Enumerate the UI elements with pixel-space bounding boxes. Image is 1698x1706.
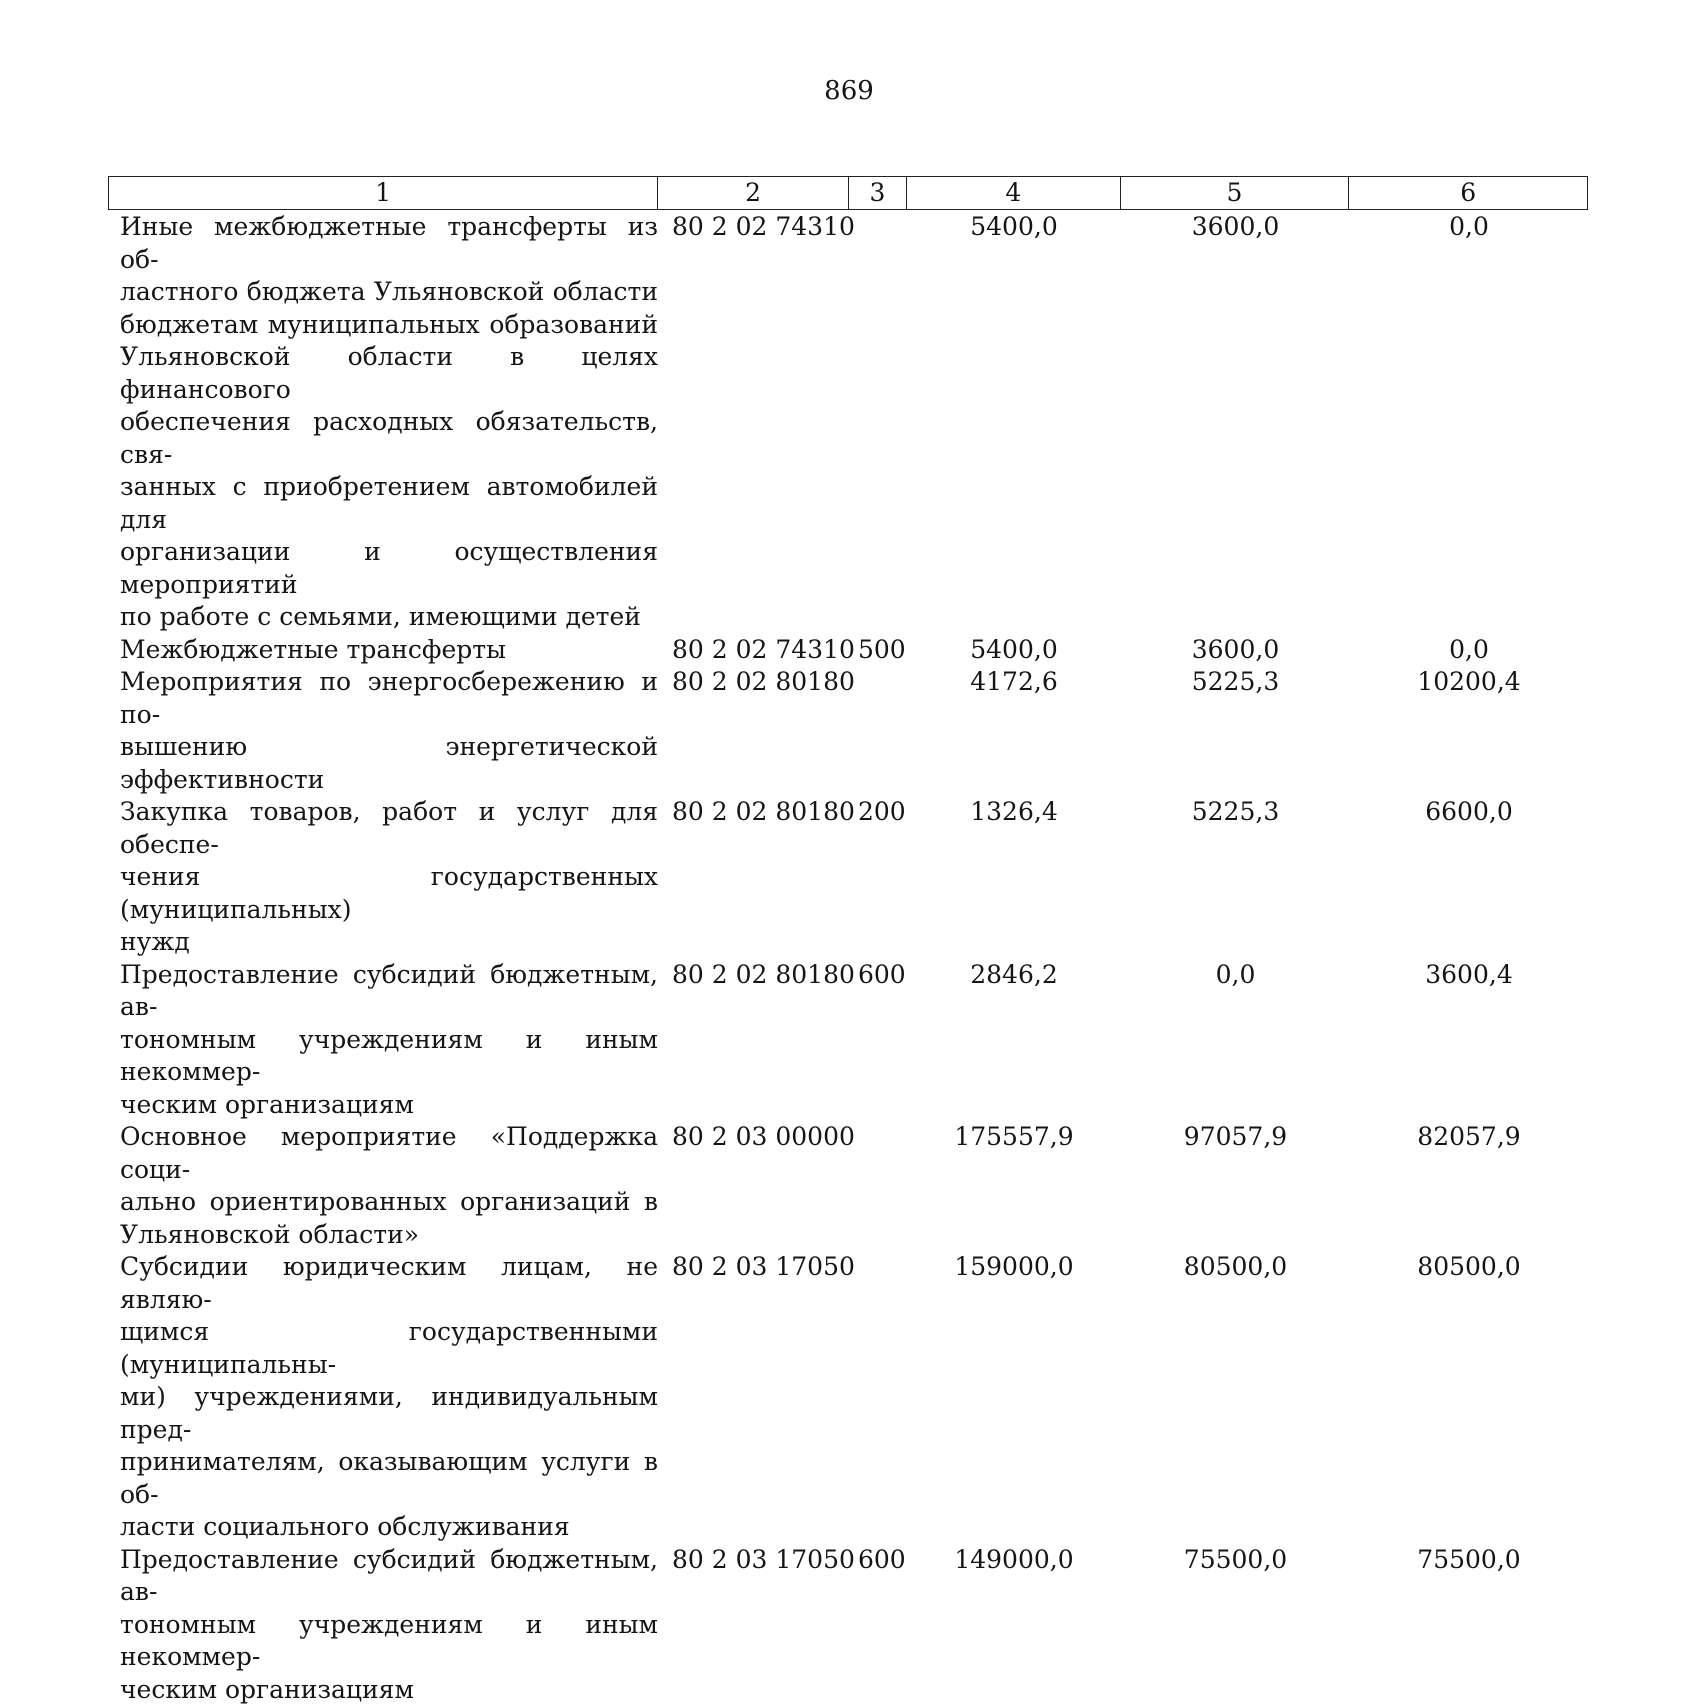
description-line: Основное мероприятие «Поддержка соци- (120, 1121, 658, 1186)
table-row (108, 1251, 1588, 1544)
row-value-col4: 1326,4 (907, 796, 1121, 959)
description-line: ально ориентированных организаций в (120, 1186, 658, 1219)
description-line: Ульяновской области» (120, 1219, 658, 1252)
row-value-col6: 6600,0 (1350, 796, 1588, 959)
description-line: организации и осуществления мероприятий (120, 536, 658, 601)
description-line: Мероприятия по энергосбережению и по- (120, 666, 658, 731)
column-header-5: 5 (1121, 177, 1350, 209)
table-row (108, 666, 1588, 796)
row-description (108, 211, 658, 634)
row-value-col5: 0,0 (1121, 959, 1350, 1122)
row-value-col5: 80500,0 (1121, 1251, 1350, 1544)
row-expense-type: 200 (849, 796, 907, 959)
description-line: ласти социального обслуживания (120, 1511, 658, 1544)
row-value-col5: 97057,9 (1121, 1121, 1350, 1251)
description-line: ми) учреждениями, индивидуальным пред- (120, 1381, 658, 1446)
row-value-col6: 3600,4 (1350, 959, 1588, 1122)
row-value-col5: 5225,3 (1121, 666, 1350, 796)
row-value-col4: 5400,0 (907, 211, 1121, 634)
description-line: Субсидии юридическим лицам, не являю- (120, 1251, 658, 1316)
column-header-row (108, 176, 1588, 210)
row-value-col5: 3600,0 (1121, 211, 1350, 634)
row-expense-type (849, 211, 907, 634)
column-header-2: 2 (658, 177, 849, 209)
row-description (108, 666, 658, 796)
column-header-4: 4 (907, 177, 1121, 209)
description-line: нужд (120, 926, 658, 959)
column-header-1: 1 (109, 177, 658, 209)
row-expense-type: 500 (849, 634, 907, 667)
row-description (108, 1544, 658, 1706)
row-description (108, 634, 658, 667)
row-value-col5: 5225,3 (1121, 796, 1350, 959)
row-value-col6: 0,0 (1350, 634, 1588, 667)
row-expense-type: 600 (849, 959, 907, 1122)
row-value-col5: 75500,0 (1121, 1544, 1350, 1706)
description-line: ластного бюджета Ульяновской области (120, 276, 658, 309)
table-row (108, 1544, 1588, 1706)
table-row (108, 634, 1588, 667)
description-line: Межбюджетные трансферты (120, 634, 658, 667)
row-expense-type (849, 1121, 907, 1251)
row-expense-type: 600 (849, 1544, 907, 1706)
table-row (108, 1121, 1588, 1251)
row-description (108, 1251, 658, 1544)
row-description (108, 1121, 658, 1251)
row-expense-type (849, 666, 907, 796)
description-line: вышению энергетической эффективности (120, 731, 658, 796)
row-value-col5: 3600,0 (1121, 634, 1350, 667)
row-code: 80 2 02 80180 (658, 959, 849, 1122)
row-value-col4: 5400,0 (907, 634, 1121, 667)
description-line: Предоставление субсидий бюджетным, ав- (120, 959, 658, 1024)
column-header-6: 6 (1349, 177, 1587, 209)
row-code: 80 2 03 17050 (658, 1544, 849, 1706)
row-code: 80 2 03 17050 (658, 1251, 849, 1544)
row-value-col6: 80500,0 (1350, 1251, 1588, 1544)
description-line: чения государственных (муниципальных) (120, 861, 658, 926)
description-line: Иные межбюджетные трансферты из об- (120, 211, 658, 276)
row-value-col6: 75500,0 (1350, 1544, 1588, 1706)
row-description (108, 796, 658, 959)
table-row (108, 959, 1588, 1122)
row-value-col6: 0,0 (1350, 211, 1588, 634)
description-line: Закупка товаров, работ и услуг для обеспе- (120, 796, 658, 861)
row-value-col4: 149000,0 (907, 1544, 1121, 1706)
description-line: ческим организациям (120, 1674, 658, 1706)
budget-table-body (108, 211, 1588, 1706)
page-number: 869 (0, 76, 1698, 106)
row-value-col4: 2846,2 (907, 959, 1121, 1122)
row-code: 80 2 02 80180 (658, 666, 849, 796)
row-code: 80 2 02 74310 (658, 211, 849, 634)
row-code: 80 2 02 80180 (658, 796, 849, 959)
description-line: Предоставление субсидий бюджетным, ав- (120, 1544, 658, 1609)
description-line: щимся государственными (муниципальны- (120, 1316, 658, 1381)
description-line: тономным учреждениям и иным некоммер- (120, 1609, 658, 1674)
row-code: 80 2 02 74310 (658, 634, 849, 667)
row-expense-type (849, 1251, 907, 1544)
row-description (108, 959, 658, 1122)
row-code: 80 2 03 00000 (658, 1121, 849, 1251)
row-value-col6: 10200,4 (1350, 666, 1588, 796)
description-line: занных с приобретением автомобилей для (120, 471, 658, 536)
description-line: по работе с семьями, имеющими детей (120, 601, 658, 634)
description-line: бюджетам муниципальных образований (120, 309, 658, 342)
description-line: тономным учреждениям и иным некоммер- (120, 1024, 658, 1089)
description-line: Ульяновской области в целях финансового (120, 341, 658, 406)
row-value-col4: 4172,6 (907, 666, 1121, 796)
row-value-col6: 82057,9 (1350, 1121, 1588, 1251)
description-line: обеспечения расходных обязательств, свя- (120, 406, 658, 471)
description-line: ческим организациям (120, 1089, 658, 1122)
table-row (108, 211, 1588, 634)
column-header-3: 3 (849, 177, 907, 209)
table-row (108, 796, 1588, 959)
description-line: принимателям, оказывающим услуги в об- (120, 1446, 658, 1511)
row-value-col4: 175557,9 (907, 1121, 1121, 1251)
row-value-col4: 159000,0 (907, 1251, 1121, 1544)
